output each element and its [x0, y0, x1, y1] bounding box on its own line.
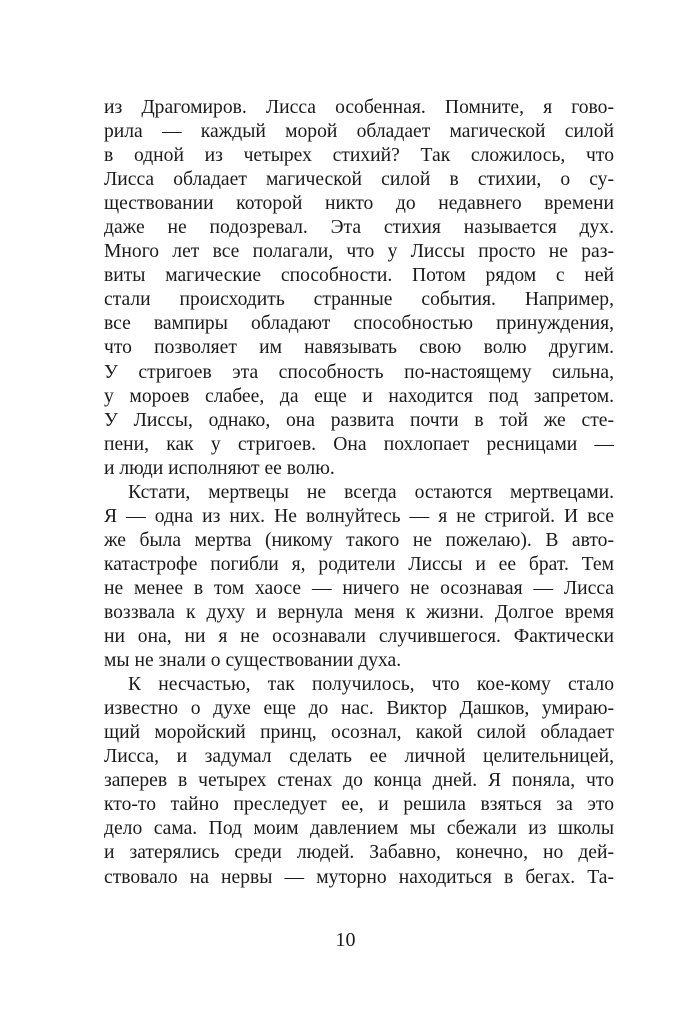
- text-line: и люди исполняют ее волю.: [104, 457, 335, 479]
- text-line: не менее в том хаосе — ничего не осознавая — Лисса: [104, 577, 614, 599]
- text-line: Лисса обладает магической силой в стихии, о су-: [104, 169, 614, 191]
- text-line: у мороев слабее, да еще и находится под запретом.: [104, 385, 614, 407]
- text-line: даже не подозревал. Эта стихия называется дух.: [104, 217, 614, 239]
- text-line: ствовало на нервы — муторно находиться в бегах. Та-: [104, 866, 614, 888]
- page-number: 10: [335, 929, 356, 951]
- text-line: ществовании которой никто до недавнего времени: [104, 193, 614, 215]
- text-line: кто-то тайно преследует ее, и решила взяться за это: [104, 794, 614, 816]
- text-line: катастрофе погибли я, родители Лиссы и ее брат. Тем: [104, 553, 614, 575]
- text-line: же была мертва (никому такого не пожелаю). В авто-: [104, 529, 614, 551]
- text-line: и затерялись среди людей. Забавно, конечно, но дей-: [104, 842, 614, 864]
- text-line: щий моройский принц, осознал, какой силой обладает: [104, 722, 614, 744]
- paragraph: [104, 481, 614, 673]
- text-line: рила — каждый морой обладает магической силой: [104, 121, 614, 143]
- paragraph: [104, 673, 614, 889]
- text-line: из Драгомиров. Лисса особенная. Помните, я гово-: [104, 97, 614, 118]
- text-line: стали происходить странные события. Например,: [104, 289, 614, 311]
- text-line: виты магические способности. Потом рядом с ней: [104, 265, 614, 287]
- text-line: ни она, ни я не осознавали случившегося. Фактически: [104, 626, 614, 648]
- page-body: [104, 96, 614, 890]
- text-line: в одной из четырех стихий? Так сложилось, что: [104, 145, 614, 167]
- text-line: дело сама. Под моим давлением мы сбежали из школы: [104, 818, 614, 840]
- text-line: все вампиры обладают способностью принуждения,: [104, 313, 614, 335]
- text-line: У Лиссы, однако, она развита почти в той же сте-: [104, 409, 614, 431]
- text-line: Много лет все полагали, что у Лиссы просто не раз-: [104, 241, 614, 263]
- text-line: Я — одна из них. Не волнуйтесь — я не стригой. И все: [104, 505, 614, 527]
- text-line: заперев в четырех стенах до конца дней. Я поняла, что: [104, 770, 614, 792]
- text-line: Кстати, мертвецы не всегда остаются мертвецами.: [128, 481, 614, 503]
- text-line: известно о духе еще до нас. Виктор Дашков, умираю-: [104, 698, 614, 720]
- text-line: пени, как у стригоев. Она похлопает ресницами —: [104, 433, 614, 455]
- text-line: воззвала к духу и вернула меня к жизни. Долгое время: [104, 601, 614, 623]
- paragraph: [104, 96, 614, 481]
- text-line: что позволяет им навязывать свою волю другим.: [104, 337, 614, 359]
- text-line: К несчастью, так получилось, что кое-кому стало: [128, 674, 614, 696]
- text-line: мы не знали о существовании духа.: [104, 650, 402, 672]
- text-line: У стригоев эта способность по-настоящему сильна,: [104, 361, 614, 383]
- text-line: Лисса, и задумал сделать ее личной целительницей,: [104, 746, 614, 768]
